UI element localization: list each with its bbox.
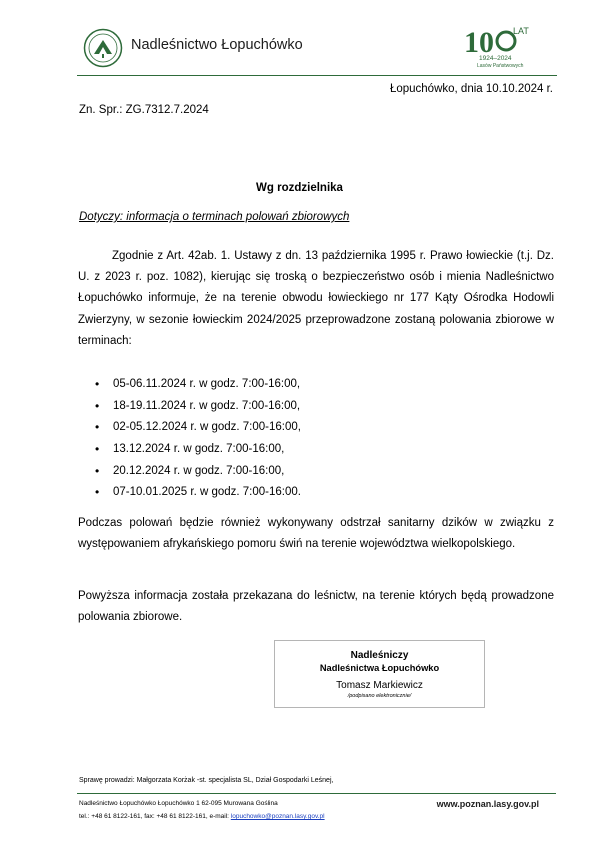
addressee: Wg rozdzielnika (256, 182, 343, 194)
centenary-logo (462, 20, 532, 70)
date-line: Łopuchówko, dnia 10.10.2024 r. (389, 83, 553, 95)
list-item: • 20.12.2024 r. w godz. 7:00-16:00, (95, 461, 301, 483)
svg-text:Lasów Państwowych: Lasów Państwowych (477, 63, 524, 69)
footer-divider (77, 793, 556, 794)
prepared-by: Sprawę prowadzi: Małgorzata Korżak -st. specjalista SL, Dział Gospodarki Leśnej, (79, 777, 334, 784)
hunt-dates-list (95, 374, 301, 504)
svg-text:10: 10 (464, 26, 494, 59)
footer-address: Nadleśnictwo Łopuchówko Łopuchówko 1 62-095 Murowana Goślina (79, 800, 278, 807)
organization-name: Nadleśnictwo Łopuchówko (131, 37, 303, 53)
paragraph-intro: Zgodnie z Art. 42ab. 1. Ustawy z dn. 13 października 1995 r. Prawo łowieckie (t.j. Dz. U. z 2023 r. poz. 1082), kierując się troską o bezpieczeństwo osób i mienia Nadleśnictwo Łopuchówko informuje, że na terenie obwodu łowieckiego nr 177 Kąty Ośrodka Hodowli Zwierzyny, w sezonie łowieckim 2024/2025 przeprowadzone zostaną polowania zbiorowe w terminach: (78, 250, 554, 347)
footer-contact (79, 813, 325, 820)
footer-phone: tel.: +48 61 8122-161, fax: +48 61 8122-161, e-mail: (79, 813, 231, 820)
list-item: • 02-05.12.2024 r. w godz. 7:00-16:00, (95, 417, 301, 439)
paragraph-sanitary: Podczas polowań będzie również wykonywany odstrzał sanitarny dzików w związku z występowaniem afrykańskiego pomoru świń na terenie województwa wielkopolskiego. (78, 517, 554, 551)
reference-number: Zn. Spr.: ZG.7312.7.2024 (79, 104, 209, 116)
email-link[interactable]: lopuchowko@poznan.lasy.gov.pl (230, 813, 325, 820)
lasy-panstwowe-logo (83, 28, 123, 68)
list-item: • 07-10.01.2025 r. w godz. 7:00-16:00. (95, 482, 301, 504)
signature-box (274, 640, 485, 708)
list-item: • 18-19.11.2024 r. w godz. 7:00-16:00, (95, 396, 301, 418)
website-link[interactable]: www.poznan.lasy.gov.pl (436, 799, 539, 809)
signature-note: /podpisano elektronicznie/ (347, 693, 412, 699)
signatory-title: Nadleśniczy (350, 650, 409, 661)
list-item: • 13.12.2024 r. w godz. 7:00-16:00, (95, 439, 301, 461)
list-item: • 05-06.11.2024 r. w godz. 7:00-16:00, (95, 374, 301, 396)
signatory-organization: Nadleśnictwa Łopuchówko (319, 663, 440, 673)
subject-line: Dotyczy: informacja o terminach polowań zbiorowych (79, 211, 350, 223)
header-divider (77, 75, 557, 76)
svg-text:LAT: LAT (513, 26, 529, 36)
paragraph-info: Powyższa informacja została przekazana do leśnictw, na terenie których będą prowadzone polowania zbiorowe. (78, 590, 554, 624)
signatory-name: Tomasz Markiewicz (336, 680, 423, 691)
svg-text:1924–2024: 1924–2024 (479, 55, 512, 62)
